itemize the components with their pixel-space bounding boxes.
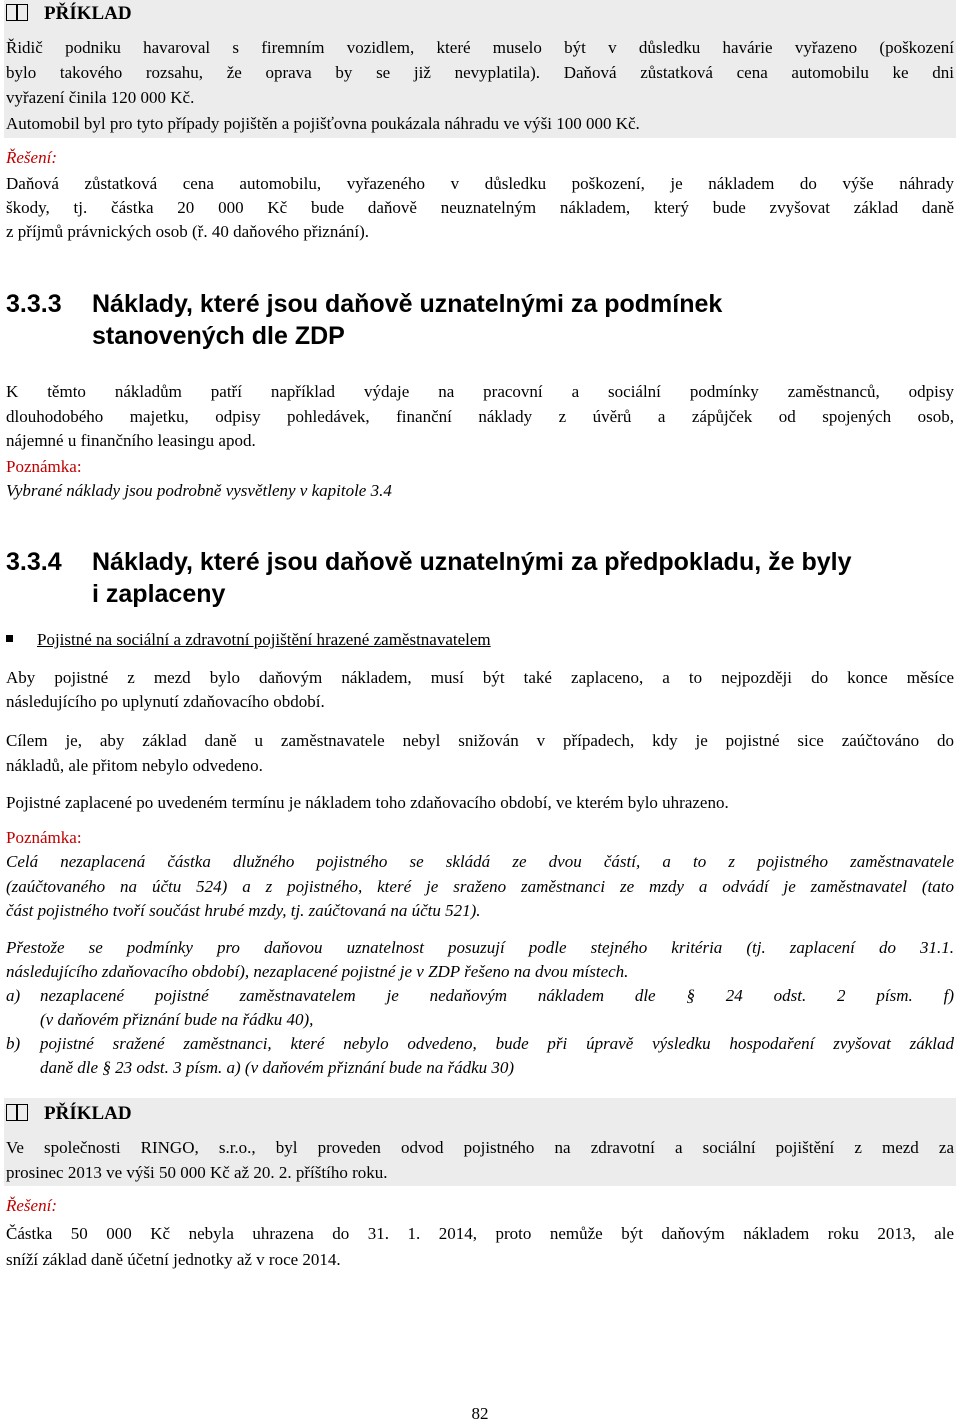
body-text-line: dlouhodobého majetku, odpisy pohledávek, finanční náklady z úvěrů a zápůjček od spojených osob, [6,407,954,426]
italic-text-line: Přestože se podmínky pro daňovou uznatelnost posuzují podle stejného kritéria (tj. zaplacení do 31.1. [6,938,954,957]
square-bullet-icon [6,635,13,642]
list-item-cont: daně dle § 23 odst. 3 písm. a) (v daňovém přiznání bude na řádku 30) [40,1058,515,1077]
list-label: a) [6,986,21,1005]
list-item [6,1032,954,1056]
note-text: Vybrané náklady jsou podrobně vysvětleny v kapitole 3.4 [6,481,392,500]
example-text-line: Ve společnosti RINGO, s.r.o., byl proveden odvod pojistného na zdravotní a sociální pojištění z mezd za [6,1138,954,1157]
section-heading-333 [6,288,722,320]
solution-label: Řešení: [6,1196,57,1215]
solution-text-line: Částka 50 000 Kč nebyla uhrazena do 31. 1. 2014, proto nemůže být daňovým nákladem roku 2013, ale [6,1224,954,1243]
example-text-line: vyřazení činila 120 000 Kč. [6,88,195,107]
solution-text-line: Daňová zůstatková cena automobilu, vyřazeného v důsledku poškození, je nákladem do výše náhrady [6,174,954,193]
note-label: Poznámka: [6,828,82,847]
note-text-line: část pojistného tvoří součást hrubé mzdy, tj. zaúčtovaná na účtu 521). [6,901,481,920]
example-text-line: Řidič podniku havaroval s firemním vozidlem, které muselo být v důsledku havárie vyřazeno (poškození [6,38,954,57]
example-heading-2 [6,1102,132,1126]
section-number: 3.3.4 [6,548,62,576]
note-text-line: (zaúčtovaného na účtu 524) a z pojistného, které je sraženo zaměstnanci ze mzdy a odvádí je zaměstnavatel (tato [6,877,954,896]
section-heading-334-cont [6,578,225,610]
body-text-line: Cílem je, aby základ daně u zaměstnavatele nebyl snižován v případech, kdy je pojistné sice zaúčtováno do [6,731,954,750]
section-heading-334 [6,546,852,578]
example-heading-text: PŘÍKLAD [44,3,132,24]
section-title: stanovených dle ZDP [92,322,345,350]
section-number: 3.3.3 [6,290,62,318]
section-title: i zaplaceny [92,580,226,608]
body-text-line: K těmto nákladům patří například výdaje na pracovní a sociální podmínky zaměstnanců, odpisy [6,382,954,401]
bullet-text: Pojistné na sociální a zdravotní pojištění hrazené zaměstnavatelem [37,630,491,649]
list-item [6,984,954,1008]
list-text: pojistné sražené zaměstnanci, které nebylo odvedeno, bude při úpravě výsledku hospodaření zvyšovat základ [40,1034,954,1053]
solution-text-line: škody, tj. částka 20 000 Kč bude daňově neuznatelným nákladem, který bude zvyšovat základ daně [6,198,954,217]
body-text-line: nájemné u finančního leasingu apod. [6,431,256,450]
list-item-cont: (v daňovém přiznání bude na řádku 40), [40,1010,314,1029]
section-title: Náklady, které jsou daňově uznatelnými za podmínek [92,290,723,318]
italic-text-line: následujícího zdaňovacího období), nezaplacené pojistné je v ZDP řešeno na dvou místech. [6,962,629,981]
bullet-item [6,628,491,652]
body-text-line: Aby pojistné z mezd bylo daňovým nákladem, musí být také zaplaceno, a to nejpozději do konce měsíce [6,668,954,687]
solution-text-line: sníží základ daně účetní jednotky až v roce 2014. [6,1250,341,1269]
solution-text-line: z příjmů právnických osob (ř. 40 daňového přiznání). [6,222,370,241]
example-text-line: bylo takového rozsahu, že oprava by se již nevyplatila). Daňová zůstatková cena automobilu ke dni [6,63,954,82]
book-icon [6,4,28,21]
solution-label: Řešení: [6,148,57,167]
list-label: b) [6,1034,21,1053]
book-icon [6,1104,28,1121]
section-title: Náklady, které jsou daňově uznatelnými za předpokladu, že byly [92,548,852,576]
section-heading-333-cont [6,320,345,352]
body-text-line: následujícího po uplynutí zdaňovacího období. [6,692,325,711]
example-text-line: prosinec 2013 ve výši 50 000 Kč až 20. 2. příštího roku. [6,1163,388,1182]
body-text-line: Pojistné zaplacené po uvedeném termínu je nákladem toho zdaňovacího období, ve kterém bylo uhrazeno. [6,793,729,812]
example-heading-1 [6,2,132,26]
page-number: 82 [471,1404,489,1423]
body-text-line: nákladů, ale přitom nebylo odvedeno. [6,756,263,775]
note-label: Poznámka: [6,457,82,476]
list-text: nezaplacené pojistné zaměstnavatelem je nedaňovým nákladem dle § 24 odst. 2 písm. f) [40,986,954,1005]
example-heading-text: PŘÍKLAD [44,1103,132,1124]
note-text-line: Celá nezaplacená částka dlužného pojistného se skládá ze dvou částí, a to z pojistného zaměstnavatele [6,852,954,871]
example-text-line: Automobil byl pro tyto případy pojištěn a pojišťovna poukázala náhradu ve výši 100 000 Kč. [6,114,640,133]
